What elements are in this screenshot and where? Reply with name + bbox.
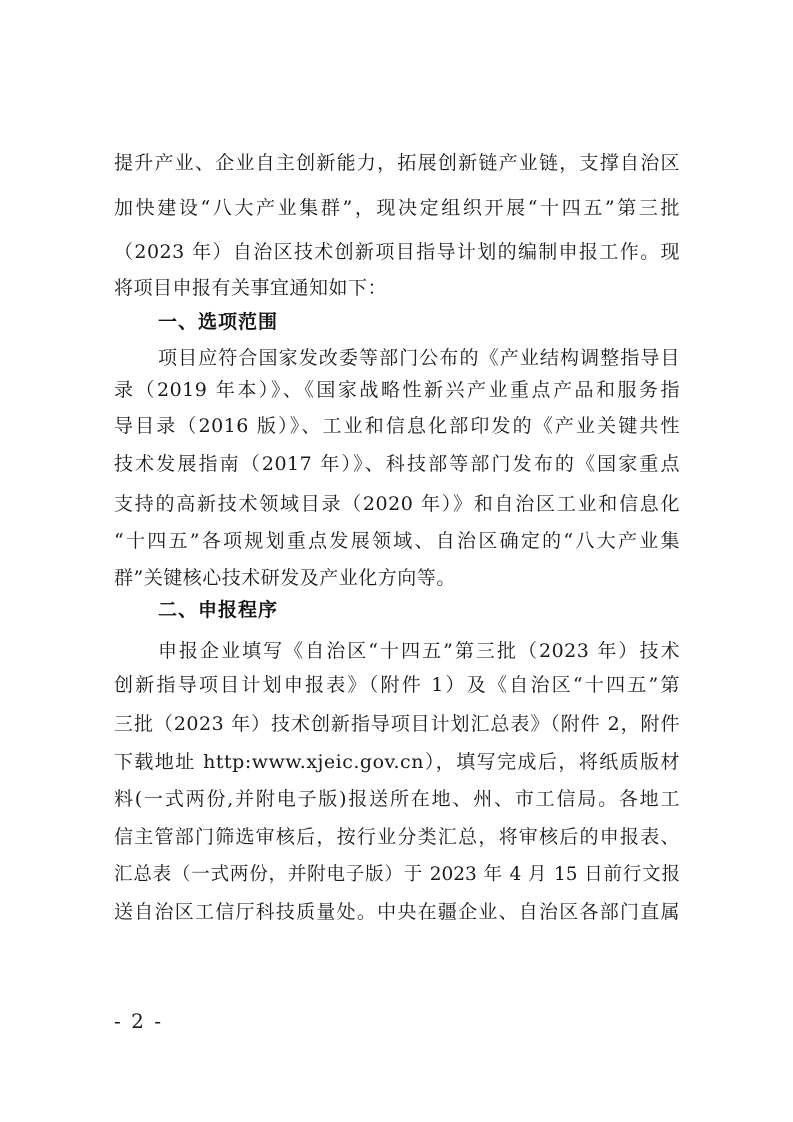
intro-line-1: 提升产业、企业自主创新能力，拓展创新链产业链，支撑自治区 <box>114 152 680 174</box>
section-1-line-3: 导目录（2016 版）》、工业和信息化部印发的《产业关键共性 <box>114 415 680 437</box>
page-number: - 2 - <box>114 1009 163 1033</box>
section-2-line-7: 汇总表（一式两份，并附电子版）于 2023 年 4 月 15 日前行文报 <box>114 864 680 885</box>
intro-line-3: （2023 年）自治区技术创新项目指导计划的编制申报工作。现 <box>114 241 680 263</box>
section-2-heading: 二、申报程序 <box>158 599 279 621</box>
section-2-line-4: 下载地址 http:www.xjeic.gov.cn），填写完成后，将纸质版材 <box>114 751 680 773</box>
section-1-line-5: 支持的高新技术领域目录（2020 年）》和自治区工业和信息化 <box>114 493 680 515</box>
section-1-line-6: “十四五”各项规划重点发展领域、自治区确定的“八大产业集 <box>114 530 680 552</box>
section-1-line-4: 技术发展指南（2017 年）》、科技部等部门发布的《国家重点 <box>114 453 680 475</box>
intro-line-2: 加快建设“八大产业集群”，现决定组织开展“十四五”第三批 <box>114 197 680 219</box>
section-2-line-8: 送自治区工信厅科技质量处。中央在疆企业、自治区各部门直属 <box>114 901 680 923</box>
section-2-line-1: 申报企业填写《自治区“十四五”第三批（2023 年）技术 <box>158 640 680 662</box>
section-2-line-6: 信主管部门筛选审核后，按行业分类汇总，将审核后的申报表、 <box>114 826 680 848</box>
section-1-heading: 一、选项范围 <box>158 311 279 333</box>
section-2-line-3: 三批（2023 年）技术创新指导项目计划汇总表》（附件 2，附件 <box>114 713 680 735</box>
section-2-line-2: 创新指导项目计划申报表》（附件 1）及《自治区“十四五”第 <box>114 674 680 696</box>
intro-line-4: 将项目申报有关事宜通知如下： <box>114 277 388 299</box>
section-1-line-2: 录（2019 年本）》、《国家战略性新兴产业重点产品和服务指 <box>114 379 680 401</box>
section-1-line-7: 群”关键核心技术研发及产业化方向等。 <box>114 567 456 589</box>
section-2-line-5: 料(一式两份,并附电子版)报送所在地、州、市工信局。各地工 <box>114 788 680 810</box>
section-1-line-1: 项目应符合国家发改委等部门公布的《产业结构调整指导目 <box>158 347 680 369</box>
